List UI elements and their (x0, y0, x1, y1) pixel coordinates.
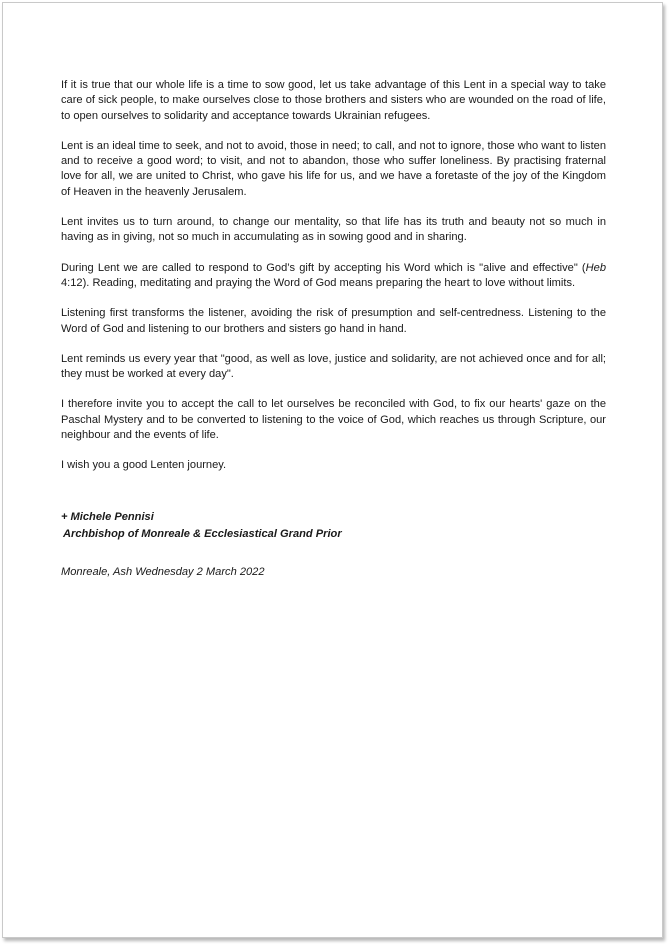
paragraph-5: Listening first transforms the listener, avoiding the risk of presumption and self-centredness. Listening to the Word of God and listening to our brothers and sisters go hand in hand. (61, 307, 606, 335)
signatory-name: + Michele Pennisi (61, 510, 154, 523)
paragraph-2: Lent is an ideal time to seek, and not to avoid, those in need; to call, and not to ignore, those who want to listen and to receive a good word; to visit, and not to abandon, those who suffer loneliness. By practising fraternal love for all, we are united to Christ, who gave his life for us, and we have a foretaste of the joy of the Kingdom of Heaven in the heavenly Jerusalem. (61, 139, 606, 198)
paragraph-3: Lent invites us to turn around, to change our mentality, so that life has its truth and beauty not so much in having as in giving, not so much in accumulating as in sowing good and in sharing. (61, 216, 606, 244)
paragraph-4-text-before: During Lent we are called to respond to God’s gift by accepting his Word which is "alive and effective" ( (61, 261, 586, 274)
signatory-title: Archbishop of Monreale & Ecclesiastical Grand Prior (63, 527, 342, 540)
signature-block (61, 509, 606, 543)
paragraph-4 (61, 261, 606, 292)
paragraph-6: Lent reminds us every year that "good, as well as love, justice and solidarity, are not achieved once and for all; they must be worked at every day". (61, 352, 606, 381)
scripture-citation: Heb (585, 261, 606, 274)
closing-line: I wish you a good Lenten journey. (61, 459, 227, 472)
paragraph-7: I therefore invite you to accept the call to let ourselves be reconciled with God, to fix our hearts' gaze on the Paschal Mystery and to be converted to listening to the voice of God, which reaches us through Scripture, our neighbour and the events of life. (61, 398, 606, 442)
paragraph-4-text-after: 4:12). Reading, meditating and praying the Word of God means preparing the heart to love without limits. (61, 276, 576, 289)
paragraph-1: If it is true that our whole life is a time to sow good, let us take advantage of this Lent in a special way to take care of sick people, to make ourselves close to those brothers and sisters who are wounded on the road of life, to open ourselves to solidarity and acceptance towards Ukrainian refugees. (61, 79, 606, 122)
letter-page (2, 2, 663, 938)
letter-body (61, 78, 606, 580)
place-and-date: Monreale, Ash Wednesday 2 March 2022 (61, 565, 265, 578)
